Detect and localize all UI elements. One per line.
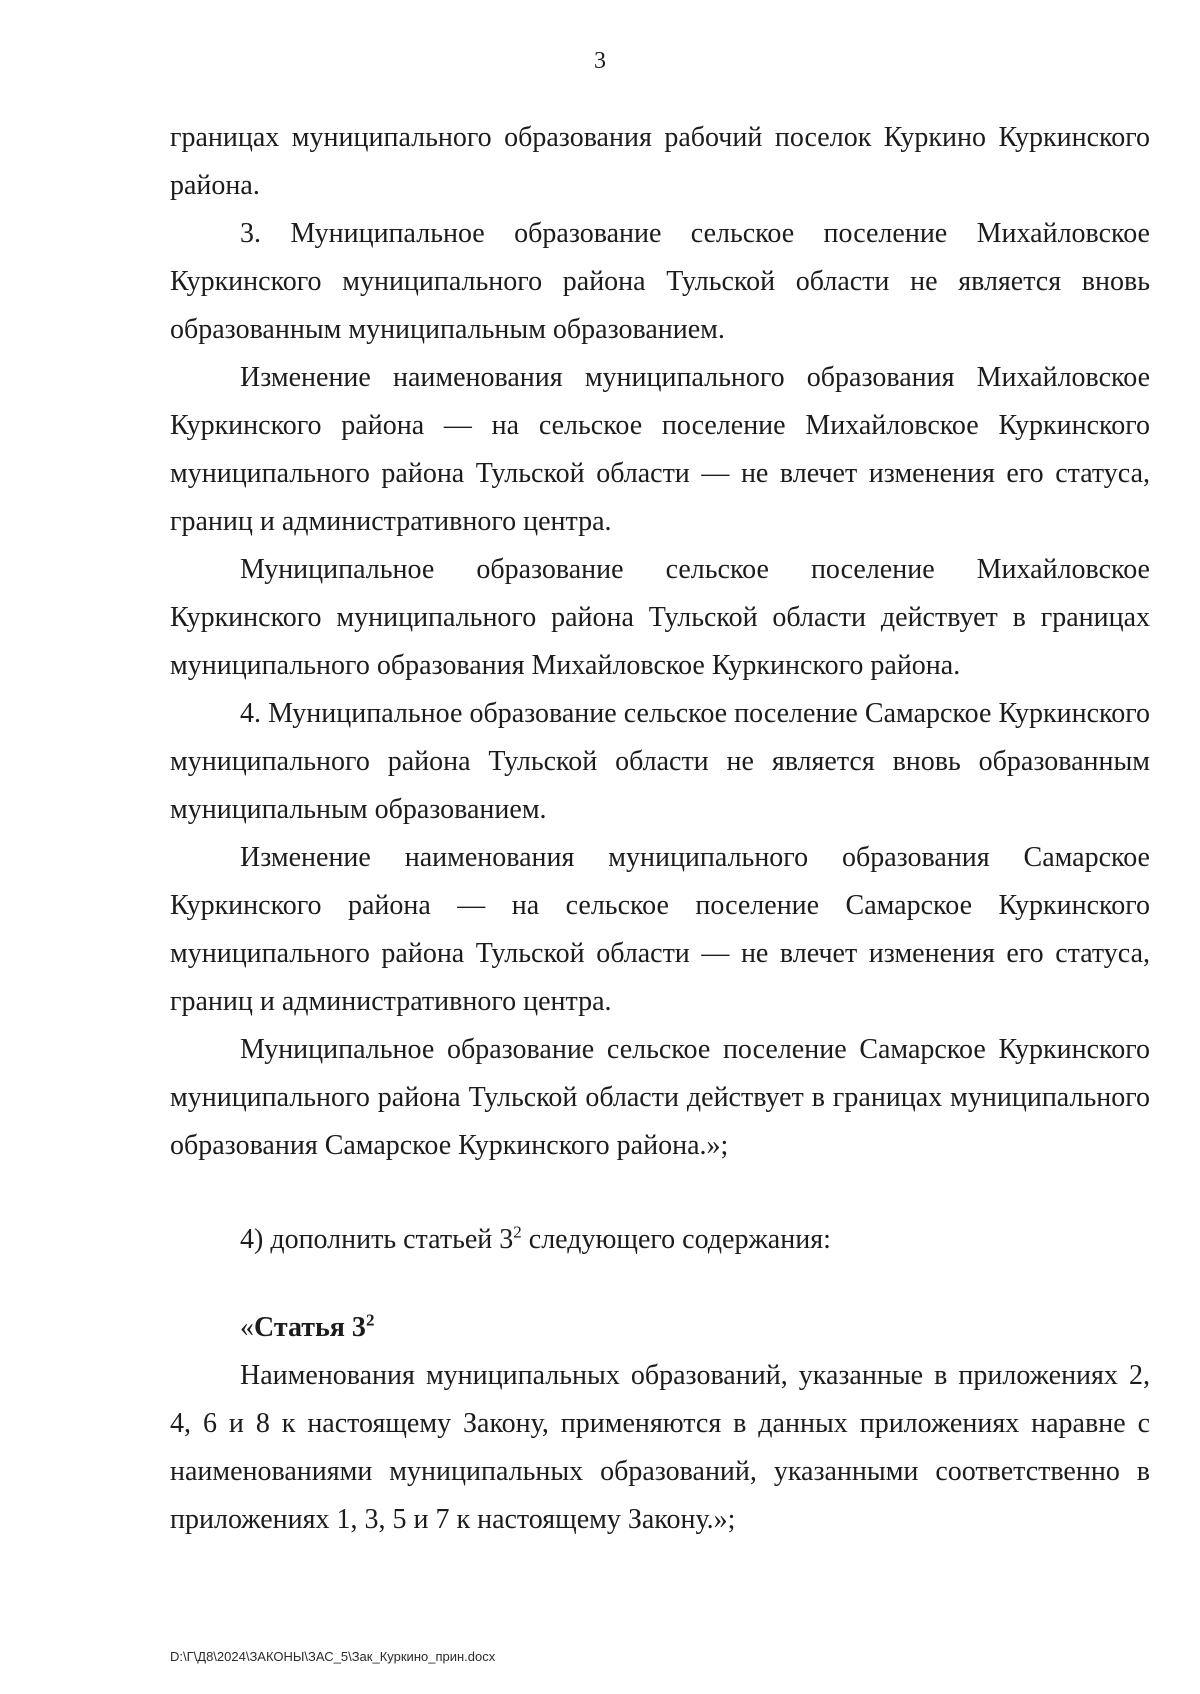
article-heading [170, 1304, 1150, 1352]
amendment-text-end: следующего содержания: [521, 1224, 831, 1255]
amendment-text-start: 4) дополнить статьей 3 [240, 1224, 514, 1255]
article-title: Статья 3 [254, 1312, 366, 1343]
amendment-superscript: 2 [513, 1222, 522, 1242]
spacer [170, 1264, 1150, 1304]
file-path-footer: D:\Г\Д8\2024\ЗАКОНЫ\ЗАС_5\Зак_Куркино_прин.docx [170, 1649, 496, 1664]
paragraph-item-3: 3. Муниципальное образование сельское поселение Михайловское Куркинского муниципального района Тульской области не является вновь образованным муниципальным образованием. [170, 218, 1150, 345]
article-superscript: 2 [365, 1310, 375, 1330]
paragraph-rename-mikhailovskoe: Изменение наименования муниципального образования Михайловское Куркинского района — на сельское поселение Михайловское Куркинского муниципального района Тульской области — не влечет изменения его статуса, границ и административного центра. [170, 362, 1150, 537]
paragraph-rename-samarskoe: Изменение наименования муниципального образования Самарское Куркинского района — на сельское поселение Самарское Куркинского муниципального района Тульской области — не влечет изменения его статуса, границ и административного центра. [170, 842, 1150, 1017]
article-open-quote: « [240, 1312, 254, 1343]
paragraph-borders-samarskoe: Муниципальное образование сельское поселение Самарское Куркинского муниципального района Тульской области действует в границах муниципального образования Самарское Куркинского района.»; [170, 1034, 1150, 1161]
page-number: 3 [594, 48, 606, 74]
spacer [170, 1170, 1150, 1216]
paragraph-borders-mikhailovskoe: Муниципальное образование сельское поселение Михайловское Куркинского муниципального района Тульской области действует в границах муниципального образования Михайловское Куркинского района. [170, 554, 1150, 681]
paragraph-item-4: 4. Муниципальное образование сельское поселение Самарское Куркинского муниципального района Тульской области не является вновь образованным муниципальным образованием. [170, 698, 1150, 825]
paragraph-continuation: границах муниципального образования рабочий поселок Куркино Куркинского района. [170, 122, 1150, 201]
paragraph-article-text: Наименования муниципальных образований, указанные в приложениях 2, 4, 6 и 8 к настоящему Закону, применяются в данных приложениях наравне с наименованиями муниципальных образований, указанными соответственно в приложениях 1, 3, 5 и 7 к настоящему Закону.»; [170, 1360, 1150, 1535]
document-body [170, 114, 1150, 1544]
paragraph-amendment-4 [170, 1216, 1150, 1264]
